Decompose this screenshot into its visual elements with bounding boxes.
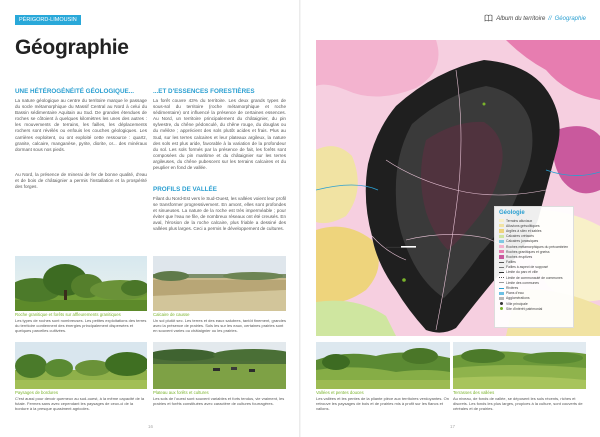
photo-valley-terraces <box>453 342 586 389</box>
photo-plateau-pasture <box>153 342 286 389</box>
col2-heading-2: PROFILS DE VALLÉE <box>153 186 217 193</box>
photo-6-caption: Au niveau, de fonds de vallée, se déposent les sols récents, riches et discrets. Les fonds les plus larges, propices à la culture, sont couverts de céréales et de prairies. <box>453 396 583 412</box>
col2-paragraph-2: Filant du Nord-Est vers le Sud-Ouest, les vallées voient leur profil se transformer progressivement. En amont, elles sont profondes et sinueuses. La nature de la roche est très imperméable ; pour éviter que l'eau ne file, de nombreux réseaux ont été creusés. En aval, l'érosion de la roche calcaire, plus friable a dessiné des vallées plus larges. Ceci a permis le développement de cultures. <box>153 196 286 232</box>
legend-item: Roches granitiques et gneiss <box>499 249 569 254</box>
photo-1-caption: Les types de roches sont nombreuses. Les petites exploitations des terres du territoire contiennent des énergies principalement dispersées et quelques parcelles cultivées. <box>15 318 147 334</box>
photo-3-caption: C'est aussi pour devoir quemeux au sud-ouest, à la même capacité de la futaie. Fermes sans avec cependant les paysages de ceux-ci de la bordure à la presque quasiment agricoles. <box>15 396 145 412</box>
page-title: Géographie <box>15 36 129 59</box>
photo-5-caption: Les vallées et les pentes de la pliante pièce aux territoires verdoyantes. On retrouve les paysages de bois et de prairies mis à profit sur les flancs et vallons. <box>316 396 449 412</box>
photo-4-title: Plateau aux forêts et cultures <box>153 390 209 395</box>
legend-item: Failles à aspect de supposé <box>499 265 569 270</box>
album-book-icon <box>484 14 493 24</box>
col2-heading: ...ET D'ESSENCES FORESTIÈRES <box>153 88 255 95</box>
legend-item: Site d'intérêt patrimonial <box>499 306 569 311</box>
legend-item: Rivières <box>499 285 569 290</box>
page-number-right: 17 <box>450 424 456 429</box>
legend-item: Calcaires crétacés <box>499 234 569 239</box>
legend-item: Plans d'eau <box>499 291 569 296</box>
legend-item: Ville principale <box>499 301 569 306</box>
photo-valley-slopes <box>316 342 450 389</box>
running-header <box>484 14 586 24</box>
photo-forest-granite <box>15 256 147 311</box>
col1-paragraph-2: Au Nord, la présence de minerai de fer de bonne qualité, d'eau et de bois de châtaignier a permis l'installation et la prospérité des forges. <box>15 172 147 190</box>
photo-causse-fields <box>153 256 286 311</box>
page-number-left: 16 <box>148 424 154 429</box>
legend-item: Limite du parc et ville <box>499 270 569 275</box>
col1-paragraph-1: La nature géologique au centre du territoire marque le passage du socle métamorphique du Massif Central au Nord à celui du Bassin sédimentaire Aquitain au Sud. De grandes étendues de roches se côtoient à quelques kilomètres les unes des autres : les mouvements de terrains, les failles, les déplacements rochers sont révélés ou enfouis les couches géologiques. Les carrières exploitent, ou ont exploité cette ressource : quartz, granite, calcaire, manganèse, pyrite, diorite, or... des minéraux dormant sous nos pieds. <box>15 98 147 152</box>
legend-item: Terrains alluviaux <box>499 218 569 223</box>
legend-item: Failles <box>499 260 569 265</box>
legend-item: Calcaires jurassiques <box>499 239 569 244</box>
photo-6-title: Terrasses des vallées <box>453 390 495 395</box>
photo-3-title: Paysages de bordures <box>15 390 58 395</box>
legend-item: Roches métamorphiques du précambrien <box>499 244 569 249</box>
legend-item: Roches éruptives <box>499 254 569 259</box>
map-legend <box>494 206 574 328</box>
legend-item: Argiles à silex et sables <box>499 228 569 233</box>
photo-4-caption: Les sols de l'ouest sont souvent variables et forts tendus, vie vraiment, les prairies et forêts constituées avec caractère de cultures fourragères. <box>153 396 285 407</box>
page-gutter <box>299 0 301 437</box>
header-separator: // <box>548 16 552 22</box>
legend-item: Agglomérations <box>499 296 569 301</box>
photo-2-title: Calcaire de causse <box>153 312 190 317</box>
photo-1-title: Roche granitique et forêts sur affleurements granitiques <box>15 312 121 317</box>
photo-5-title: Vallées et pentes douces <box>316 390 364 395</box>
legend-item: Limite de communauté de communes <box>499 275 569 280</box>
col2-paragraph-1: La forêt couvre 43% du territoire. Les deux grands types de sous-sol du territoire (roche métamorphique et roche sédimentaire) ont influencé la présence de certaines essences. Au Nord, un territoire principalement du châtaignier, du pin sylvestre, du chêne pédonculé, du chêne rouge, du douglas ou du mélèze ; apprécient des sols plutôt acides et frais. Plus au Sud, sur les terres calcaires et leur plateaux argileux, la nature des sols est plus aride, favorable à la variation de la profondeur du sol. Les sols formés par la présence de fait, les forêts sont composées du pin maritime et du châtaignier sur les terres argileuses, du chêne pubescent sur les terrains calcaires et du peuplier en fond de vallée. <box>153 98 286 171</box>
photo-bordures-meadow <box>15 342 147 389</box>
header-album-label: Album du territoire <box>496 16 546 22</box>
legend-item: Limite des communes <box>499 280 569 285</box>
header-section-label: Géographie <box>554 16 586 22</box>
legend-item: Alluvions grésolitiques <box>499 223 569 228</box>
section-tag: PÉRIGORD-LIMOUSIN <box>15 15 81 25</box>
photo-2-caption: Un sol plutôt sec. Les terres et des eaux salubres, tantôt finement, grandes avec la présence de prairies. Sols les sur les eaux, certaines prairies sont en souvent varies ou châtaignier ou les prairies. <box>153 318 286 334</box>
col1-heading: UNE HÉTÉROGÉNÉITÉ GÉOLOGIQUE... <box>15 88 134 95</box>
legend-title: Géologie <box>499 210 525 216</box>
